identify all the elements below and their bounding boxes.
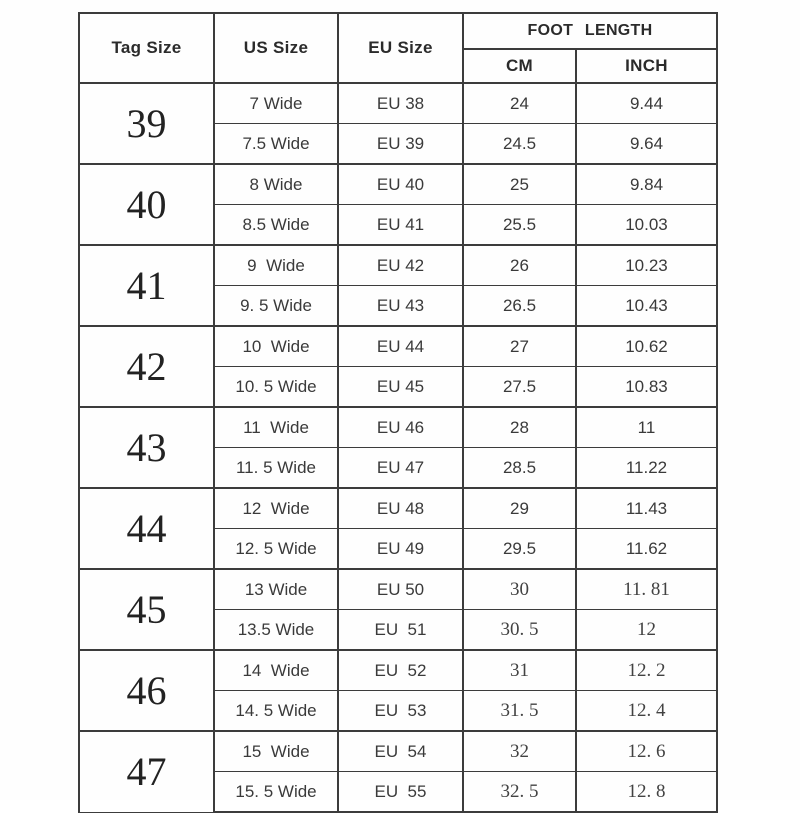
tag-size-cell: 43 xyxy=(79,407,214,488)
us-size-cell: 13.5 Wide xyxy=(214,610,338,651)
cm-cell: 24.5 xyxy=(463,124,576,165)
cm-cell: 27.5 xyxy=(463,367,576,408)
inch-cell: 11. 81 xyxy=(576,569,717,610)
table-header xyxy=(79,13,717,83)
size-row xyxy=(79,83,717,124)
col-header-cm: CM xyxy=(463,49,576,83)
size-row xyxy=(79,164,717,205)
col-header-tag-size: Tag Size xyxy=(79,13,214,83)
eu-size-cell: EU 54 xyxy=(338,731,463,772)
tag-size-cell: 44 xyxy=(79,488,214,569)
eu-size-cell: EU 40 xyxy=(338,164,463,205)
cm-cell: 24 xyxy=(463,83,576,124)
inch-cell: 9.44 xyxy=(576,83,717,124)
cm-cell: 31. 5 xyxy=(463,691,576,732)
cm-cell: 25 xyxy=(463,164,576,205)
inch-cell: 10.43 xyxy=(576,286,717,327)
us-size-cell: 13 Wide xyxy=(214,569,338,610)
us-size-cell: 9. 5 Wide xyxy=(214,286,338,327)
us-size-cell: 14 Wide xyxy=(214,650,338,691)
us-size-cell: 15 Wide xyxy=(214,731,338,772)
us-size-cell: 7.5 Wide xyxy=(214,124,338,165)
size-row xyxy=(79,407,717,448)
inch-cell: 11.43 xyxy=(576,488,717,529)
us-size-cell: 15. 5 Wide xyxy=(214,772,338,813)
us-size-cell: 10 Wide xyxy=(214,326,338,367)
inch-cell: 9.84 xyxy=(576,164,717,205)
us-size-cell: 8 Wide xyxy=(214,164,338,205)
inch-cell: 12 xyxy=(576,610,717,651)
inch-cell: 10.83 xyxy=(576,367,717,408)
inch-cell: 11 xyxy=(576,407,717,448)
us-size-cell: 10. 5 Wide xyxy=(214,367,338,408)
inch-cell: 10.03 xyxy=(576,205,717,246)
inch-cell: 12. 2 xyxy=(576,650,717,691)
col-header-foot-length: FOOT LENGTH xyxy=(463,13,717,49)
inch-cell: 10.23 xyxy=(576,245,717,286)
eu-size-cell: EU 47 xyxy=(338,448,463,489)
table-body xyxy=(79,83,717,812)
size-chart-table xyxy=(78,12,718,813)
tag-size-cell: 40 xyxy=(79,164,214,245)
col-header-eu-size: EU Size xyxy=(338,13,463,83)
eu-size-cell: EU 50 xyxy=(338,569,463,610)
size-row xyxy=(79,245,717,286)
tag-size-cell: 42 xyxy=(79,326,214,407)
eu-size-cell: EU 48 xyxy=(338,488,463,529)
us-size-cell: 12. 5 Wide xyxy=(214,529,338,570)
cm-cell: 28.5 xyxy=(463,448,576,489)
us-size-cell: 12 Wide xyxy=(214,488,338,529)
eu-size-cell: EU 52 xyxy=(338,650,463,691)
cm-cell: 29 xyxy=(463,488,576,529)
tag-size-cell: 46 xyxy=(79,650,214,731)
eu-size-cell: EU 43 xyxy=(338,286,463,327)
cm-cell: 25.5 xyxy=(463,205,576,246)
inch-cell: 9.64 xyxy=(576,124,717,165)
tag-size-cell: 47 xyxy=(79,731,214,812)
cm-cell: 31 xyxy=(463,650,576,691)
inch-cell: 12. 4 xyxy=(576,691,717,732)
eu-size-cell: EU 53 xyxy=(338,691,463,732)
eu-size-cell: EU 55 xyxy=(338,772,463,813)
eu-size-cell: EU 46 xyxy=(338,407,463,448)
eu-size-cell: EU 42 xyxy=(338,245,463,286)
tag-size-cell: 41 xyxy=(79,245,214,326)
size-row xyxy=(79,569,717,610)
inch-cell: 12. 8 xyxy=(576,772,717,813)
cm-cell: 26 xyxy=(463,245,576,286)
inch-cell: 12. 6 xyxy=(576,731,717,772)
eu-size-cell: EU 51 xyxy=(338,610,463,651)
col-header-inch: INCH xyxy=(576,49,717,83)
cm-cell: 32. 5 xyxy=(463,772,576,813)
eu-size-cell: EU 49 xyxy=(338,529,463,570)
eu-size-cell: EU 39 xyxy=(338,124,463,165)
eu-size-cell: EU 38 xyxy=(338,83,463,124)
us-size-cell: 7 Wide xyxy=(214,83,338,124)
us-size-cell: 11 Wide xyxy=(214,407,338,448)
size-row xyxy=(79,731,717,772)
us-size-cell: 9 Wide xyxy=(214,245,338,286)
tag-size-cell: 39 xyxy=(79,83,214,164)
eu-size-cell: EU 41 xyxy=(338,205,463,246)
size-row xyxy=(79,650,717,691)
inch-cell: 11.62 xyxy=(576,529,717,570)
cm-cell: 27 xyxy=(463,326,576,367)
inch-cell: 11.22 xyxy=(576,448,717,489)
size-row xyxy=(79,326,717,367)
cm-cell: 32 xyxy=(463,731,576,772)
us-size-cell: 14. 5 Wide xyxy=(214,691,338,732)
cm-cell: 30. 5 xyxy=(463,610,576,651)
eu-size-cell: EU 44 xyxy=(338,326,463,367)
cm-cell: 26.5 xyxy=(463,286,576,327)
eu-size-cell: EU 45 xyxy=(338,367,463,408)
col-header-us-size: US Size xyxy=(214,13,338,83)
size-row xyxy=(79,488,717,529)
us-size-cell: 8.5 Wide xyxy=(214,205,338,246)
us-size-cell: 11. 5 Wide xyxy=(214,448,338,489)
cm-cell: 29.5 xyxy=(463,529,576,570)
inch-cell: 10.62 xyxy=(576,326,717,367)
cm-cell: 28 xyxy=(463,407,576,448)
tag-size-cell: 45 xyxy=(79,569,214,650)
cm-cell: 30 xyxy=(463,569,576,610)
